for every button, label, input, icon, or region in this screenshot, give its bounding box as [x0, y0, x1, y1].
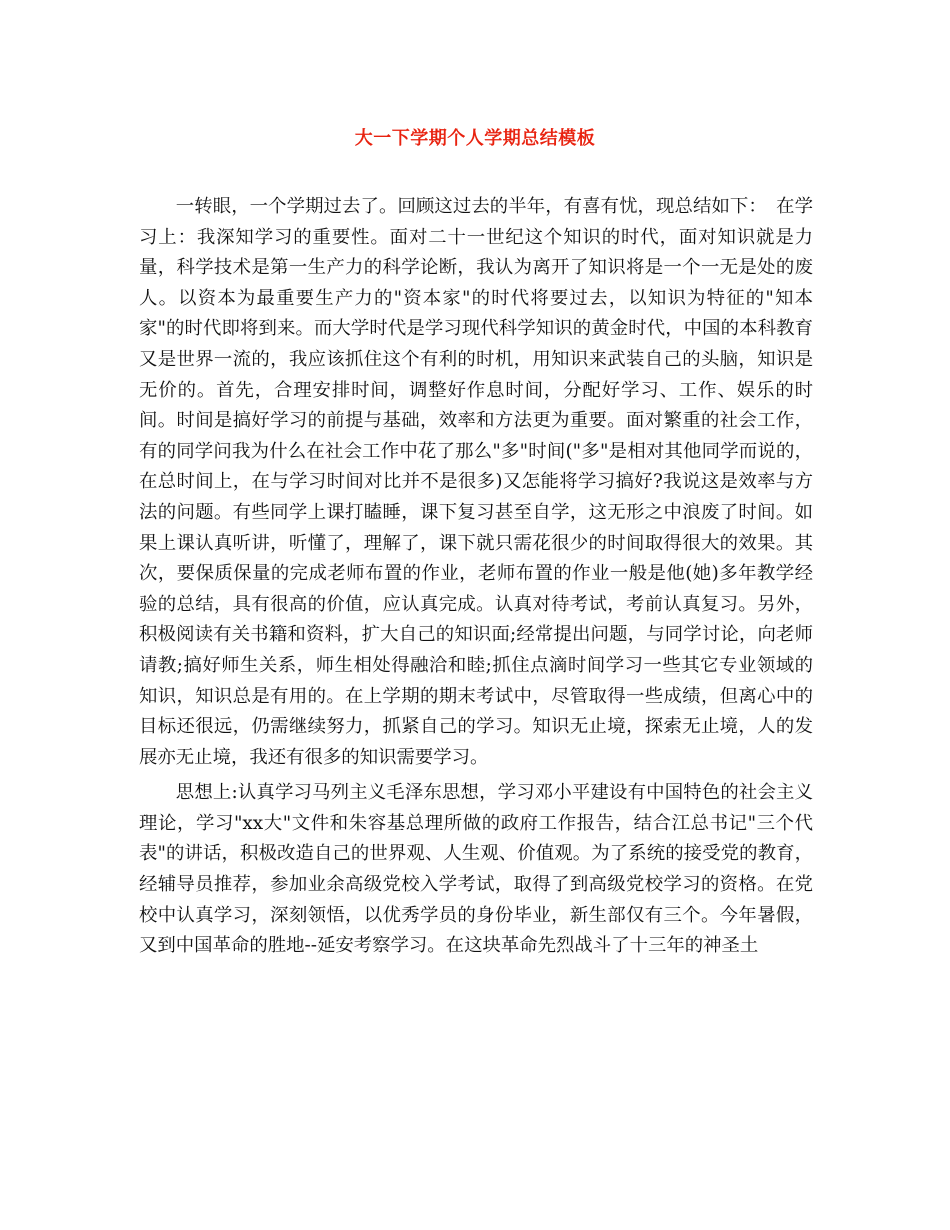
document-title: 大一下学期个人学期总结模板 — [354, 128, 596, 149]
document-body — [139, 192, 813, 962]
paragraph-thought: 思想上:认真学习马列主义毛泽东思想，学习邓小平建设有中国特色的社会主义理论，学习"xx大"文件和朱容基总理所做的政府工作报告，结合江总书记"三个代表"的讲话，积极改造自己的世界观、人生观、价值观。为了系统的接受党的教育，经辅导员推荐，参加业余高级党校入学考试，取得了到高级党校学习的资格。在党校中认真学习，深刻领悟，以优秀学员的身份毕业，新生部仅有三个。今年暑假，又到中国革命的胜地--延安考察学习。在这块革命先烈战斗了十三年的神圣土 — [139, 782, 813, 957]
paragraph-study: 一转眼，一个学期过去了。回顾这过去的半年，有喜有忧，现总结如下： 在学习上：我深知学习的重要性。面对二十一世纪这个知识的时代，面对知识就是力量，科学技术是第一生产力的科学论断，我认为离开了知识将是一个一无是处的废人。以资本为最重要生产力的"资本家"的时代将要过去，以知识为特征的"知本家"的时代即将到来。而大学时代是学习现代科学知识的黄金时代，中国的本科教育又是世界一流的，我应该抓住这个有利的时机，用知识来武装自己的头脑，知识是无价的。首先，合理安排时间，调整好作息时间，分配好学习、工作、娱乐的时间。时间是搞好学习的前提与基础，效率和方法更为重要。面对繁重的社会工作，有的同学问我为什么在社会工作中花了那么"多"时间("多"是相对其他同学而说的，在总时间上，在与学习时间对比并不是很多)又怎能将学习搞好?我说这是效率与方法的问题。有些同学上课打瞌睡，课下复习甚至自学，这无形之中浪废了时间。如果上课认真听讲，听懂了，理解了，课下就只需花很少的时间取得很大的效果。其次，要保质保量的完成老师布置的作业，老师布置的作业一般是他(她)多年教学经验的总结，具有很高的价值，应认真完成。认真对待考试，考前认真复习。另外，积极阅读有关书籍和资料，扩大自己的知识面;经常提出问题，与同学讨论，向老师请教;搞好师生关系，师生相处得融洽和睦;抓住点滴时间学习一些其它专业领域的知识，知识总是有用的。在上学期的期末考试中，尽管取得一些成绩，但离心中的目标还很远，仍需继续努力，抓紧自己的学习。知识无止境，探索无止境，人的发展亦无止境，我还有很多的知识需要学习。 — [139, 196, 813, 768]
